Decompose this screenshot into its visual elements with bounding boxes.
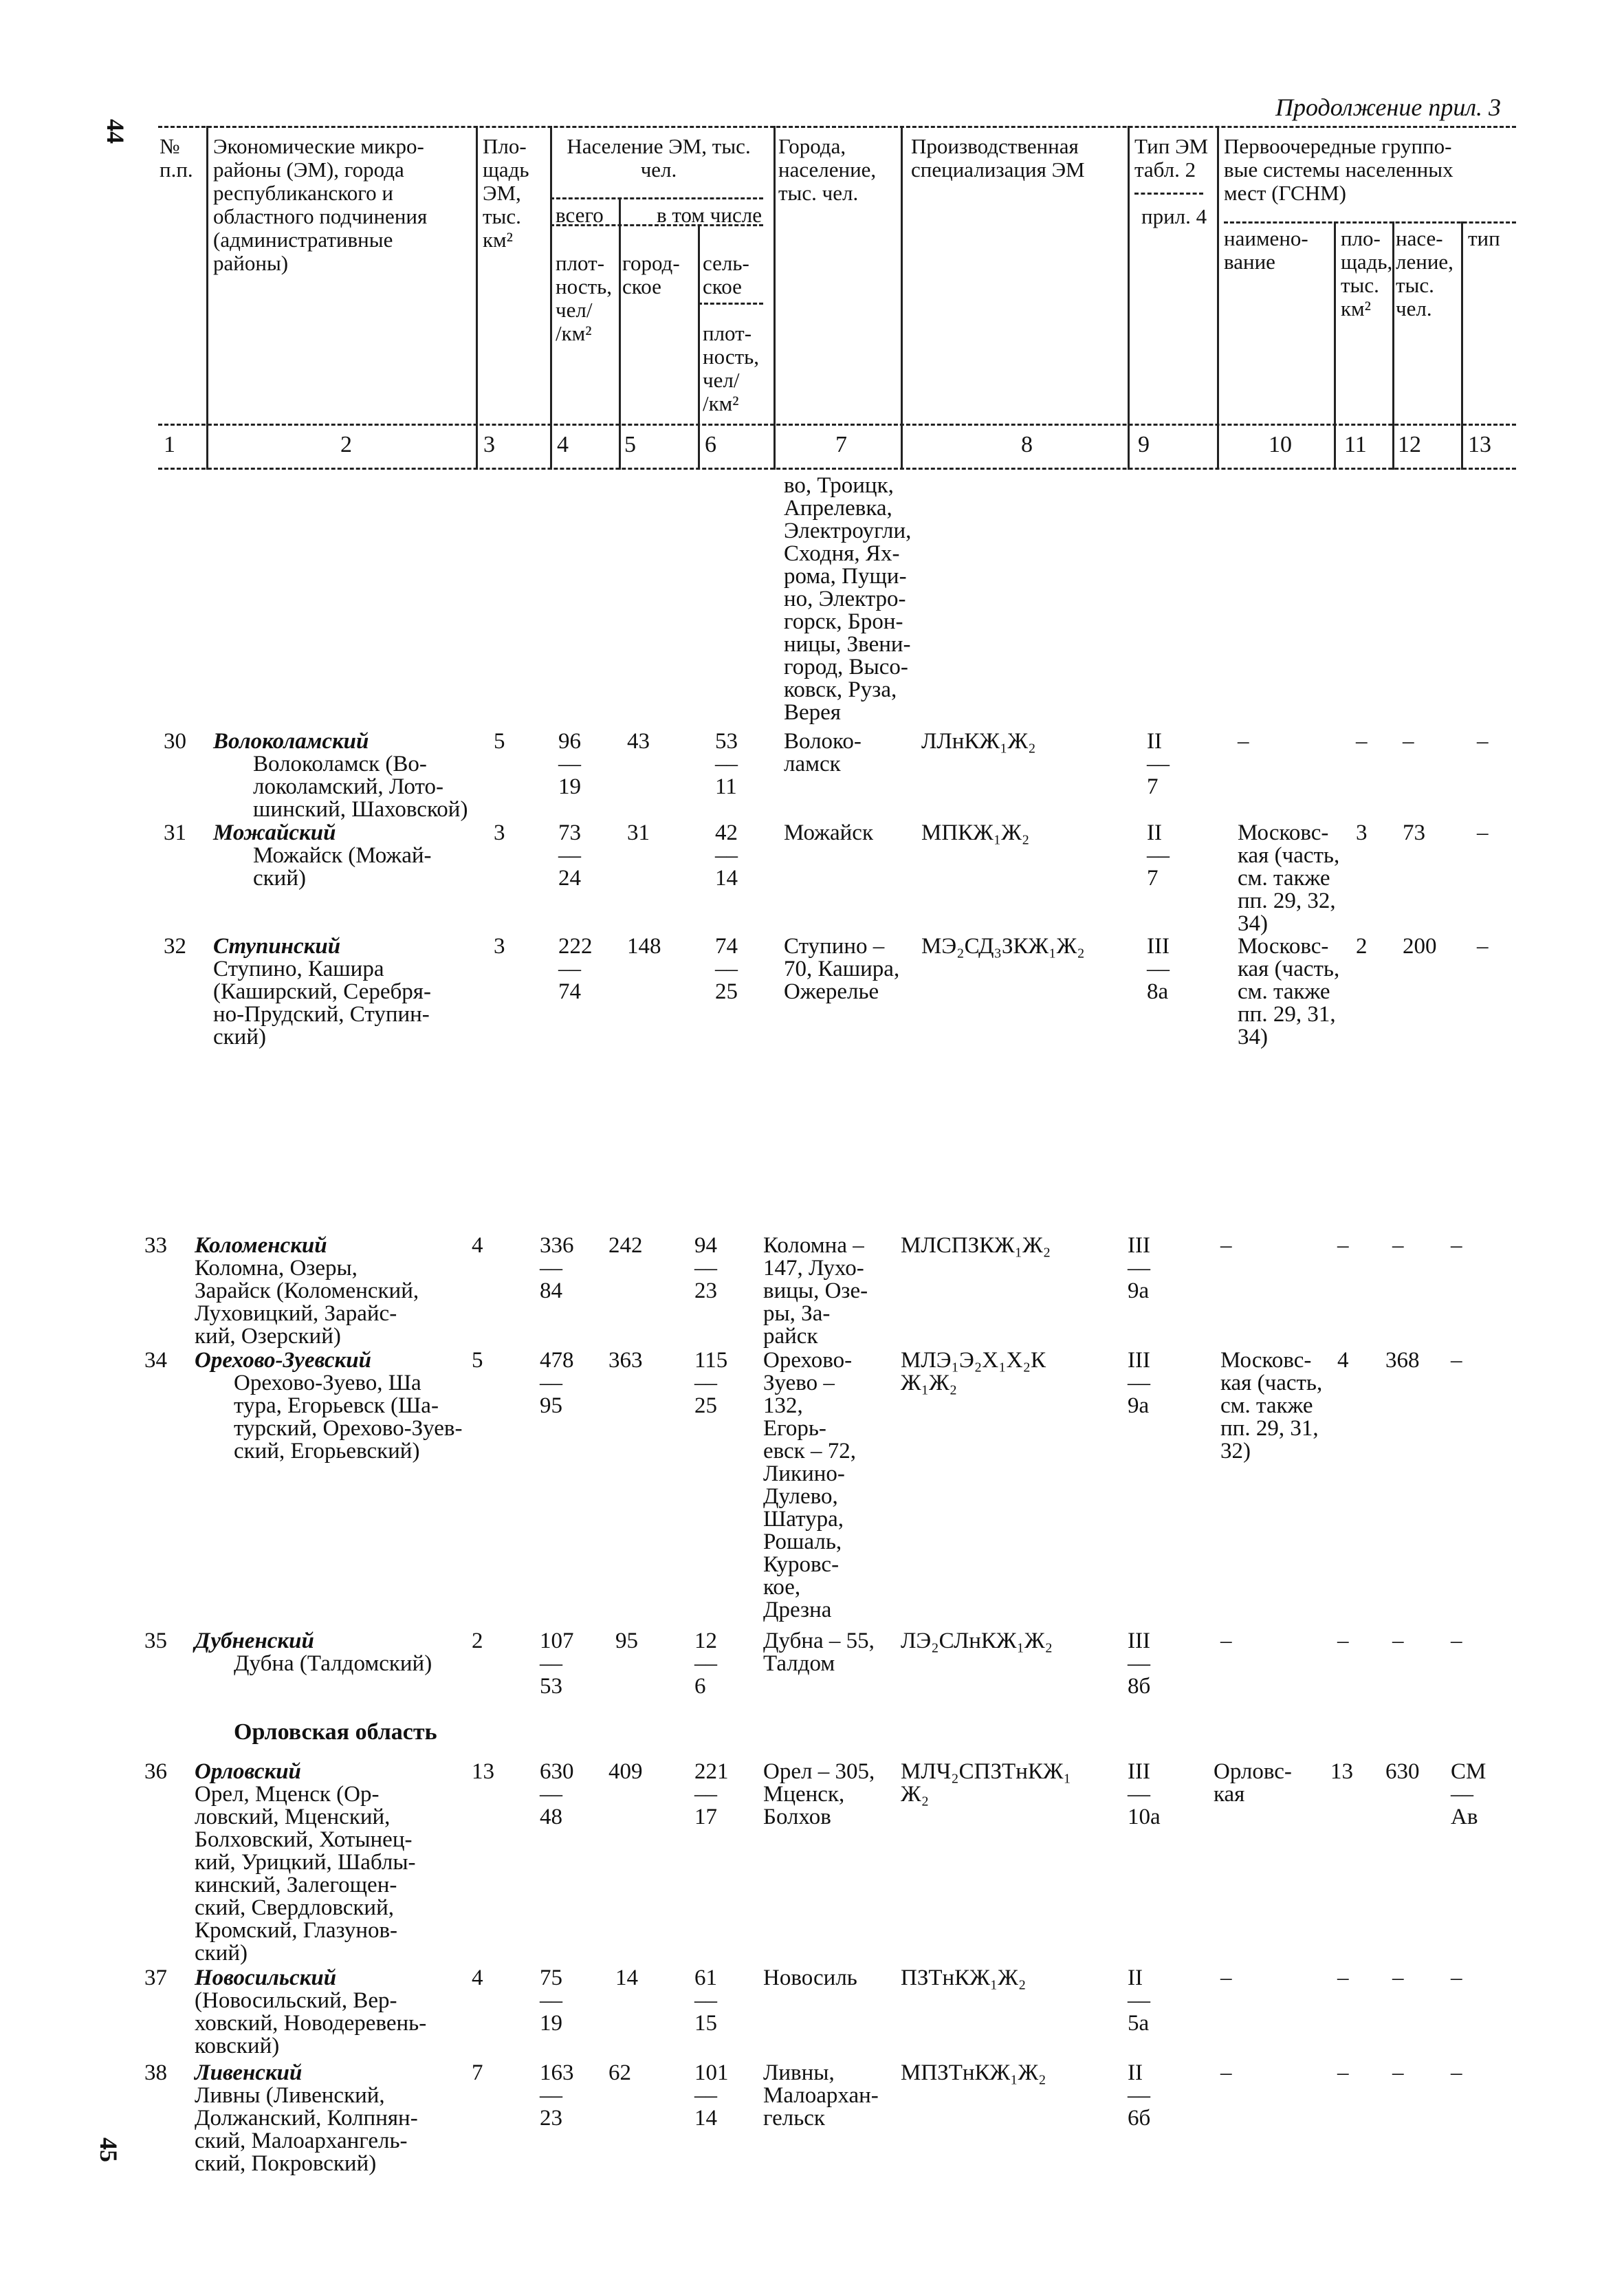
row-description: Коломна, Озеры, Зарайск (Коломенский, Луховицкий, Зарайс- кий, Озерский) (195, 1256, 419, 1349)
col-number: 8 (1021, 432, 1033, 457)
row-name: Коломенский (195, 1233, 327, 1258)
row-rural: 74 (715, 934, 738, 959)
header-col-system-type: тип (1468, 226, 1500, 250)
row-area: 4 (472, 1966, 483, 1990)
row-density: 48 (540, 1805, 562, 1829)
row-rural-density: 25 (694, 1393, 717, 1418)
row-type-sub: 9а (1128, 1393, 1150, 1418)
row-type: II (1128, 1966, 1143, 1990)
row-system-name: – (1238, 729, 1249, 754)
row-name: Можайский (213, 820, 336, 845)
header-col-no: № п.п. (160, 134, 193, 182)
row-system-area: – (1337, 1233, 1349, 1258)
row-system-population: – (1392, 1629, 1404, 1653)
vline (476, 126, 478, 470)
vline (1392, 221, 1394, 470)
row-system-name: – (1220, 1966, 1232, 1990)
row-rural-density: 17 (694, 1805, 717, 1829)
system-sub-rule (1224, 221, 1516, 224)
row-area: 3 (494, 934, 505, 959)
row-type-sub: 6б (1128, 2106, 1151, 2131)
row-system-type: – (1477, 934, 1489, 959)
vline (619, 199, 621, 470)
continuation-subtitle: Продолжение прил. 3 (1275, 94, 1502, 121)
vline (901, 126, 903, 470)
type-sub-rule (1134, 193, 1203, 195)
row-rural-density: 14 (694, 2106, 717, 2131)
row-system-area: 13 (1330, 1759, 1353, 1784)
row-density: 84 (540, 1278, 562, 1303)
vline (1461, 221, 1463, 470)
row-urban: 95 (615, 1629, 638, 1653)
header-col-cities: Города, население, тыс. чел. (778, 134, 877, 205)
row-density: 95 (540, 1393, 562, 1418)
row-number: 33 (144, 1233, 167, 1258)
row-system-name: Орловс- кая (1214, 1759, 1292, 1807)
row-total: 163 (540, 2060, 574, 2085)
row-system-population: – (1392, 2060, 1404, 2085)
row-total: 75 (540, 1966, 562, 1990)
header-col-em: Экономические микро- районы (ЭМ), города республиканского и областного подчинения (административные районы) (213, 134, 428, 275)
header-col-specialization: Производственная специализация ЭМ (911, 134, 1085, 182)
row-system-type: – (1451, 1966, 1462, 1990)
header-col-system-name: наимено- вание (1224, 226, 1308, 274)
row-specialization: МПЗТнКЖ₁Ж₂ (901, 2060, 1046, 2085)
row-name: Дубненский (195, 1629, 314, 1653)
row-total: 336 (540, 1233, 574, 1258)
row-specialization: МЛЧ₂СПЗТнКЖ₁ Ж₂ (901, 1759, 1071, 1807)
row-name: Новосильский (195, 1966, 337, 1990)
row-name: Ступинский (213, 934, 341, 959)
row-total: 73 (558, 820, 581, 845)
row-cities: Новосиль (763, 1966, 857, 1990)
row-rural: 115 (694, 1348, 728, 1373)
row-urban: 14 (615, 1966, 638, 1990)
row-number: 38 (144, 2060, 167, 2085)
row-rural: 221 (694, 1759, 729, 1784)
row-system-area: 3 (1356, 820, 1368, 845)
row-area: 13 (472, 1759, 494, 1784)
row-system-name: Московс- кая (часть, см. также пп. 29, 32, 34) (1238, 820, 1340, 936)
row-specialization: ПЗТнКЖ₁Ж₂ (901, 1966, 1027, 1990)
row-density: 74 (558, 979, 581, 1004)
row-urban: 148 (627, 934, 661, 959)
row-cities: Дубна – 55, Талдом (763, 1629, 875, 1676)
row-area: 7 (472, 2060, 483, 2085)
row-system-population: 73 (1403, 820, 1425, 845)
region-heading: Орловская область (234, 1719, 437, 1745)
header-col-population: Население ЭМ, тыс. чел. (567, 134, 751, 182)
row-density: 19 (558, 774, 581, 799)
col-number: 6 (705, 432, 716, 457)
row-name: Волоколамский (213, 729, 369, 754)
row-density: 24 (558, 866, 581, 891)
vline (1217, 126, 1219, 470)
row-type-sub: 10а (1128, 1805, 1161, 1829)
col-number: 9 (1138, 432, 1150, 457)
row-rural-density: 11 (715, 774, 737, 799)
row-area: 3 (494, 820, 505, 845)
header-col-density: плот- ность, чел/ /км² (556, 251, 613, 345)
row-number: 37 (144, 1966, 167, 1990)
header-col-system: Первоочередные группо- вые системы населенных мест (ГСНМ) (1224, 134, 1453, 205)
row-system-type: – (1451, 1233, 1462, 1258)
row-rural-density: 15 (694, 2011, 717, 2036)
row-urban: 43 (627, 729, 650, 754)
row-type-sub: 7 (1147, 774, 1159, 799)
col-number: 3 (483, 432, 495, 457)
row-total: 478 (540, 1348, 574, 1373)
row-cities: Орел – 305, Мценск, Болхов (763, 1759, 875, 1829)
row-urban: 31 (627, 820, 650, 845)
row-system-population: 200 (1403, 934, 1437, 959)
row-type-sub: 8б (1128, 1674, 1151, 1699)
row-type: II (1147, 729, 1162, 754)
col-number: 4 (557, 432, 569, 457)
header-col-system-area: пло- щадь, тыс. км² (1341, 226, 1393, 320)
vline (1334, 221, 1336, 470)
header-top-rule (158, 126, 1516, 128)
rural-density-rule (698, 303, 763, 305)
header-col-system-population: насе- ление, тыс. чел. (1396, 226, 1453, 320)
row-area: 4 (472, 1233, 483, 1258)
row-number: 36 (144, 1759, 167, 1784)
header-col-urban: город- ское (622, 251, 680, 298)
vline (206, 126, 208, 470)
row-system-area: 4 (1337, 1348, 1349, 1373)
row-system-area: 2 (1356, 934, 1368, 959)
row-area: 5 (472, 1348, 483, 1373)
row-type: III (1128, 1348, 1150, 1373)
row-description: Можайск (Можай- ский) (253, 843, 432, 891)
row-name: Орехово-Зуевский (195, 1348, 371, 1373)
row-density: 53 (540, 1674, 562, 1699)
row-number: 34 (144, 1348, 167, 1373)
row-type: II (1128, 2060, 1143, 2085)
row-type-sub: 7 (1147, 866, 1159, 891)
row-system-type: – (1477, 820, 1489, 845)
row-system-area: – (1337, 2060, 1349, 2085)
row-cities: Можайск (784, 820, 873, 845)
header-col-area: Пло- щадь ЭМ, тыс. км² (483, 134, 529, 252)
row-number: 31 (164, 820, 186, 845)
row-rural: 101 (694, 2060, 729, 2085)
row-type: III (1128, 1629, 1150, 1653)
row-system-name: – (1220, 1233, 1232, 1258)
row-system-name: Московс- кая (часть, см. также пп. 29, 31, 34) (1238, 934, 1340, 1049)
row-system-population: 368 (1385, 1348, 1420, 1373)
row-density: 19 (540, 2011, 562, 2036)
row-rural-density: 25 (715, 979, 738, 1004)
row-rural-density: 6 (694, 1674, 706, 1699)
row-urban: 62 (608, 2060, 631, 2085)
row-total: 107 (540, 1629, 574, 1653)
header-bottom-rule (158, 424, 1516, 426)
header-col-total: всего (556, 203, 604, 227)
row-type: III (1128, 1233, 1150, 1258)
vline (550, 126, 552, 470)
row-type: III (1147, 934, 1170, 959)
row-system-name: – (1220, 1629, 1232, 1653)
row-system-area: – (1356, 729, 1368, 754)
row-density: 23 (540, 2106, 562, 2131)
population-sub-rule (550, 197, 763, 199)
row-number: 30 (164, 729, 186, 754)
row-type-sub: 5а (1128, 2011, 1150, 2036)
col-number: 7 (835, 432, 847, 457)
vline (1128, 126, 1130, 470)
row-system-type: – (1451, 1348, 1462, 1373)
row-total: 222 (558, 934, 593, 959)
row-rural: 12 (694, 1629, 717, 1653)
row-type: III (1128, 1759, 1150, 1784)
row-type: II (1147, 820, 1162, 845)
row-description: Орехово-Зуево, Ша тура, Егорьевск (Ша- турский, Орехово-Зуев- ский, Егорьевский) (234, 1371, 463, 1463)
row-rural-density: 23 (694, 1278, 717, 1303)
row-cities: Орехово- Зуево – 132, Егорь- евск – 72, Ликино- Дулево, Шатура, Рошаль, Куровс- кое, Дрезна (763, 1348, 856, 1622)
col-number: 10 (1269, 432, 1292, 457)
header-col-rural-density: плот- ность, чел/ /км² (703, 321, 760, 415)
row-number: 32 (164, 934, 186, 959)
page-number-left: 44 (102, 119, 129, 144)
row-urban: 409 (608, 1759, 643, 1784)
column-numbers-rule (158, 468, 1516, 470)
row-area: 2 (472, 1629, 483, 1653)
row-system-name: Московс- кая (часть, см. также пп. 29, 31, 32) (1220, 1348, 1323, 1463)
row-description: (Новосильский, Вер- ховский, Новодеревень- ковский) (195, 1988, 427, 2058)
header-col-type: Тип ЭМ табл. 2 (1134, 134, 1209, 182)
row-cities: Ступино – 70, Кашира, Ожерелье (784, 934, 900, 1004)
row-specialization: МЛЭ₁Э₂Х₁Х₂К Ж₁Ж₂ (901, 1348, 1046, 1395)
row-system-population: – (1403, 729, 1414, 754)
row-description: Орел, Мценск (Ор- ловский, Мценский, Болховский, Хотынец- кий, Урицкий, Шаблы- кинский, Залегощен- ский, Свердловский, Кромский, Глазунов- ский) (195, 1782, 416, 1966)
row-cities: Волоко- ламск (784, 729, 862, 776)
row-specialization: ЛЭ₂СЛнКЖ₁Ж₂ (901, 1629, 1053, 1653)
row-rural: 42 (715, 820, 738, 845)
row-name: Орловский (195, 1759, 301, 1784)
row-system-type: СМ (1451, 1759, 1486, 1784)
row-system-type: – (1477, 729, 1489, 754)
row-description: Ливны (Ливенский, Должанский, Колпнян- ский, Малоархангель- ский, Покровский) (195, 2083, 418, 2176)
row-total: 630 (540, 1759, 574, 1784)
continuation-cities: во, Троицк, Апрелевка, Электроугли, Сходня, Ях- рома, Пущи- но, Электро- горск, Брон- ницы, Звени- город, Высо- ковск, Руза, Верея (784, 473, 912, 725)
row-description: Волоколамск (Во- локоламский, Лото- шинский, Шаховской) (253, 752, 468, 822)
row-system-type: – (1451, 2060, 1462, 2085)
col-number: 13 (1468, 432, 1491, 457)
row-rural-density: 14 (715, 866, 738, 891)
row-system-population: – (1392, 1233, 1404, 1258)
row-system-type: – (1451, 1629, 1462, 1653)
row-system-type-sub: Ав (1451, 1805, 1478, 1829)
row-type-sub: 8а (1147, 979, 1169, 1004)
row-description: Дубна (Талдомский) (234, 1651, 432, 1676)
vline (773, 126, 776, 470)
row-system-name: – (1220, 2060, 1232, 2085)
row-specialization: ЛЛнКЖ₁Ж₂ (921, 729, 1036, 754)
row-type-sub: 9а (1128, 1278, 1150, 1303)
row-description: Ступино, Кашира (Каширский, Серебря- но-Прудский, Ступин- ский) (213, 957, 431, 1049)
col-number: 5 (624, 432, 636, 457)
row-specialization: МПКЖ₁Ж₂ (921, 820, 1030, 845)
row-cities: Коломна – 147, Лухо- вицы, Озе- ры, За- райск (763, 1233, 868, 1349)
col-number: 2 (340, 432, 352, 457)
row-urban: 242 (608, 1233, 643, 1258)
row-specialization: МЛСПЗКЖ₁Ж₂ (901, 1233, 1051, 1258)
row-rural: 53 (715, 729, 738, 754)
row-specialization: МЭ₂СД₃ЗКЖ₁Ж₂ (921, 934, 1085, 959)
row-urban: 363 (608, 1348, 643, 1373)
row-name: Ливенский (195, 2060, 303, 2085)
vline (698, 224, 700, 470)
row-system-area: – (1337, 1966, 1349, 1990)
row-rural: 94 (694, 1233, 717, 1258)
col-number: 1 (164, 432, 175, 457)
row-number: 35 (144, 1629, 167, 1653)
header-col-rural: сель- ское (703, 251, 749, 298)
page-number-right: 45 (95, 2137, 122, 2162)
row-system-population: – (1392, 1966, 1404, 1990)
row-system-area: – (1337, 1629, 1349, 1653)
row-system-population: 630 (1385, 1759, 1420, 1784)
header-col-appendix: прил. 4 (1141, 204, 1207, 228)
row-total: 96 (558, 729, 581, 754)
col-number: 12 (1398, 432, 1421, 457)
row-area: 5 (494, 729, 505, 754)
col-number: 11 (1344, 432, 1367, 457)
row-rural: 61 (694, 1966, 717, 1990)
header-col-including: в том числе (657, 203, 762, 227)
row-cities: Ливны, Малоархан- гельск (763, 2060, 879, 2131)
